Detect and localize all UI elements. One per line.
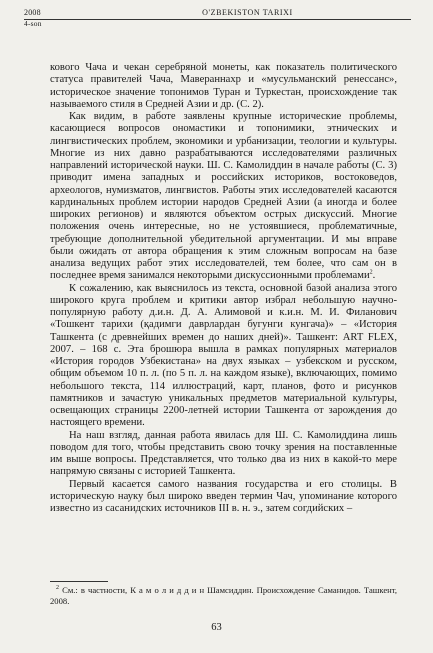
paragraph-1: кового Чача и чекан серебряной монеты, как показатель политического статуса правителей Чача, Мавераннахр и «мусульманский ренессанс», историческое значение топонимов Туран и Туркестан, происхождение так называемого стиля в Средней Азии и др. (С. 2).	[50, 62, 397, 110]
paragraph-5: Первый касается самого названия государства и его столицы. В историческую науку был широко введен термин Чач, упоминание которого известно из сасанидских источников III в. н. э., затем согдийских –	[50, 478, 397, 514]
footnote-marker: 2	[56, 585, 59, 592]
paragraph-2-text: Как видим, в работе заявлены крупные исторические проблемы, касающиеся вопросов ономастики и топонимики, этнических и лингвистических проблем, экономики и урбанизации, теологии и культуры. Многие из них давно разрабатываются исследователями различных направлений исторической науки. Ш. С. Камолиддин в начале работы (С. 3) приводит имена западных и российских историков, востоковедов, археологов, нумизматов, лингвистов. Работы этих исследователей касаются кардинальных проблем истории народов Средней Азии (а иногда и более широких регионов) и являются объектом острых дискуссий. Многие положения очень интересные, но не устоявшиеся, проблематичные, требующие дополнительной убедительной аргументации. И мы вправе были ожидать от автора обращения к этим сложным вопросам на базе анализа ведущих работ этих исследователей, тем более, что сам он в последнее время занимался некоторыми дискуссионными проблемами	[50, 111, 397, 282]
footnote-text: См.: в частности, К а м о л и д д и н Шамсиддин. Происхождение Саманидов. Ташкент, 2008.	[50, 585, 398, 606]
header-journal-title: O'ZBEKISTON TARIXI	[202, 8, 293, 17]
paragraph-2: Как видим, в работе заявлены крупные исторические проблемы, касающиеся вопросов ономастики и топонимики, этнических и лингвистических проблем, экономики и урбанизации, теологии и культуры. Многие из них давно разрабатываются исследователями различных направлений исторической науки. Ш. С. Камолиддин в начале работы (С. 3) приводит имена западных и российских историков, востоковедов, археологов, нумизматов, лингвистов. Работы этих исследователей касаются кардинальных проблем истории народов Средней Азии (а иногда и более широких регионов) и являются объектом острых дискуссий. Многие положения очень интересные, но не устоявшиеся, проблематичные, требующие дополнительной убедительной аргументации. И мы вправе были ожидать от автора обращения к этим сложным вопросам на базе анализа ведущих работ этих исследователей, тем более, что сам он в последнее время занимался некоторыми дискуссионными проблемами$^2$.	[50, 111, 397, 282]
paragraph-4: На наш взгляд, данная работа явилась для Ш. С. Камолиддина лишь поводом для того, чтобы представить свою точку зрения на поставленные им выше вопросы. Представляется, что только два из них в какой-то мере напрямую связаны с историей Ташкента.	[50, 429, 397, 478]
page-number: 63	[211, 622, 222, 633]
body-text	[50, 62, 397, 515]
header-rule	[24, 19, 411, 20]
header-issue: 4-son	[24, 19, 42, 28]
footnote	[50, 585, 397, 606]
header-year: 2008	[24, 8, 41, 17]
paragraph-3: К сожалению, как выяснилось из текста, основной базой анализа этого широкого круга проблем и критики автор избрал небольшую научно-популярную работу д.и.н. Д. А. Алимовой и к.и.н. М. И. Филанович «Тошкент тарихи (қадимги даврлардан бугунги кунгача)» – «История Ташкента (с древнейших времен до наших дней)». Ташкент: ART FLEX, 2007. – 168 с. Эта брошюра вышла в рамках популярных материалов «История городов Узбекистана» на двух языках – узбекском и русском, общим объемом 10 п. л. (по 5 п. л. на каждом языке), включающих, помимо небольшого текста, 114 иллюстраций, карт, планов, фото и рисунков памятников и зачастую уникальных предметов материальной культуры, освещающих страницы 2200-летней истории Ташкента от зарождения до настоящего времени.	[50, 282, 397, 429]
footnote-rule	[50, 581, 108, 582]
footnote-reference: 2	[369, 269, 373, 276]
